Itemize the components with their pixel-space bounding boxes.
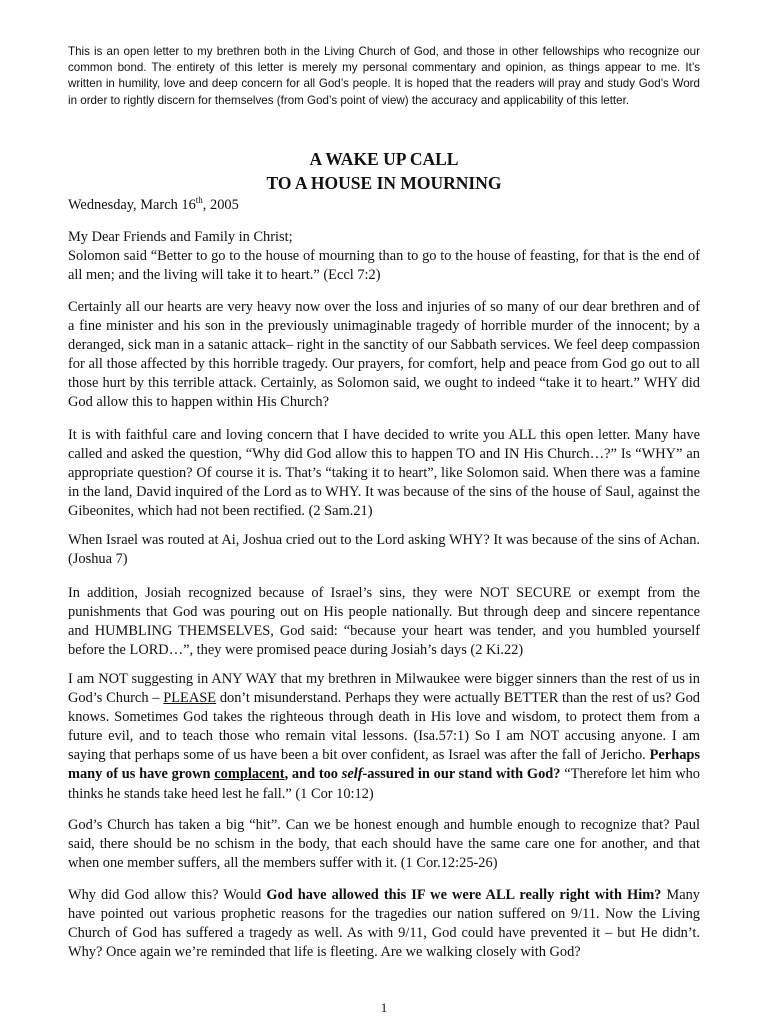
paragraph-8 [68,886,700,962]
p6-text-a: I am NOT suggesting in ANY WAY that my brethren in Milwaukee were bigger sinners than the rest of us in God’s Church – [68,671,700,707]
p8-text-a: Why did God allow this? Would [68,887,267,903]
p6-self: self [341,766,363,783]
date-year: , 2005 [202,196,239,213]
intro-paragraph: This is an open letter to my brethren both in the Living Church of God, and those in other fellowships who recognize our common bond. The entirety of this letter is merely my personal commentary and opinion, as things appear to me. It’s written in humility, love and deep concern for all God’s people. It is hoped that the readers will pray and study God’s Word in order to rightly discern for themselves (from God’s point of view) the accuracy and applicability of this letter. [68,45,700,107]
paragraph-3: It is with faithful care and loving concern that I have decided to write you ALL this open letter. Many have called and asked the question, “Why did God allow this to happen TO and IN His Church…?” Is “WHY” an appropriate question? Of course it is. That’s “taking it to heart”, like Solomon said. When there was a famine in the land, David inquired of the Lord as to WHY. It was because of the sins of the house of Saul, against the Gibeonites, which had not been rectified. (2 Sam.21) [68,427,700,520]
p6-please: PLEASE [163,690,217,707]
date-suffix: th [195,195,203,205]
title-line-1: A WAKE UP CALL [309,149,459,169]
paragraph-5: In addition, Josiah recognized because of Israel’s sins, they were NOT SECURE or exempt from the punishments that God was pouring out on His people nationally. But through deep and sincere repentance and HUMBLING THEMSELVES, God said: “because your heart was tender, and you humbled yourself before the LORD…”, they were promised peace during Josiah’s days (2 Ki.22) [68,585,700,659]
p6-text-c: “Therefore let him who thinks he stands take heed lest he fall.” (1 Cor 10:12) [68,766,700,802]
p6-bold-1: Perhaps many of us have grown [68,747,700,783]
p6-complacent: complacent [214,766,285,783]
p6-bold-2: , and too [284,766,342,783]
p6-bold-3: -assured in our stand with God? [362,766,561,783]
p8-bold: God have allowed this IF we were ALL really right with Him? [266,887,662,903]
date-main: Wednesday, March 16 [68,196,196,213]
paragraph-2: Certainly all our hearts are very heavy now over the loss and injuries of so many of our dear brethren and of a fine minister and his son in the previously unimaginable tragedy of horrible murder of the innocent; by a deranged, sick man in a satanic attack– right in the sanctity of our Sabbath services. We feel deep compassion for all those affected by this horrible tragedy. Our prayers, for comfort, help and peace from God go out to all those hurt by this terrible attack. Certainly, as Solomon said, we ought to indeed “take it to heart.” WHY did God allow this to happen within His Church? [68,299,700,411]
p8-text-b: Many have pointed out various prophetic reasons for the tragedies our nation suffered on 9/11. Now the Living Church of God has suffered a tragedy as well. As with 9/11, God could have prevented it – but He didn’t. Why? Once again we’re reminded that life is fleeting. Are we walking closely with God? [68,887,700,961]
letter-title [68,147,700,195]
paragraph-1: Solomon said “Better to go to the house of mourning than to go to the house of feasting, for that is the end of all men; and the living will take it to heart.” (Eccl 7:2) [68,248,700,284]
salutation: My Dear Friends and Family in Christ; [68,229,293,245]
paragraph-7: God’s Church has taken a big “hit”. Can we be honest enough and humble enough to recognize that? Paul said, there should be no schism in the body, that each should have the same care one for another, and that when one member suffers, all the members suffer with it. (1 Cor.12:25-26) [68,817,700,872]
title-line-2: TO A HOUSE IN MOURNING [266,173,502,193]
page-number: 1 [380,1000,388,1015]
paragraph-6 [68,670,700,804]
p6-text-b: don’t misunderstand. Perhaps they were actually BETTER than the rest of us? God knows. Sometimes God takes the righteous through death in His love and wisdom, to protect them from a future evil, and to teach those who remain vital lessons. (Isa.57:1) So I am NOT accusing anyone. I am saying that perhaps some of us have been a bit over confident, as Israel was after the fall of Jericho. [68,690,701,764]
letter-date [68,191,700,215]
paragraph-4: When Israel was routed at Ai, Joshua cried out to the Lord asking WHY? It was because of the sins of Achan. (Joshua 7) [68,532,700,568]
